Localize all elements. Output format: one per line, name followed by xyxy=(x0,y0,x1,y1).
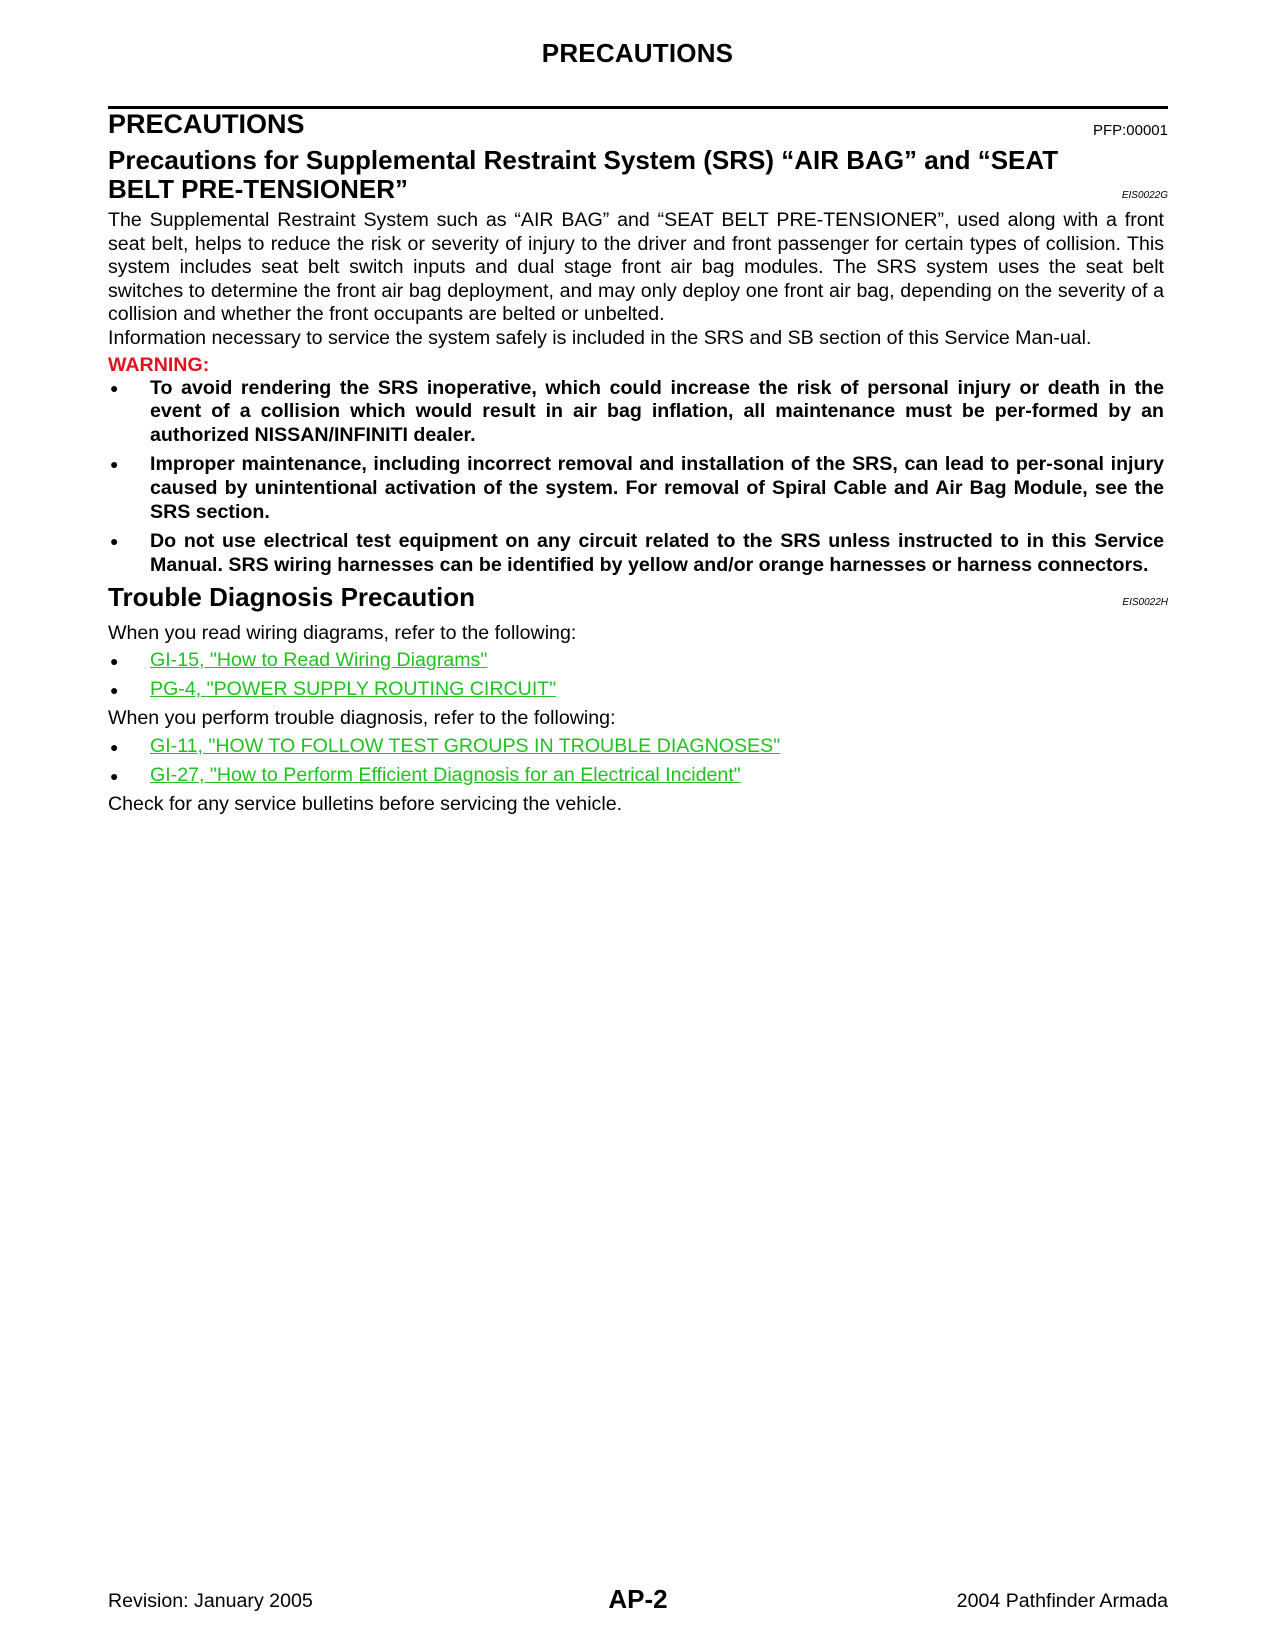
running-header-title: PRECAUTIONS xyxy=(541,38,734,68)
trouble-title: Trouble Diagnosis Precaution xyxy=(108,582,475,613)
warning-text: Do not use electrical test equipment on any circuit related to the SRS unless instructed to in this Service Manual. SRS wiring harnesses can be identified by yellow and/or orange harnesses or harness connectors. xyxy=(150,530,1164,576)
trouble-code: EIS0022H xyxy=(1122,597,1168,609)
trouble-heading xyxy=(108,582,1168,613)
warning-item xyxy=(108,377,1164,448)
page-number: AP-2 xyxy=(608,1584,668,1614)
page-content xyxy=(108,106,1168,818)
wiring-intro: When you read wiring diagrams, refer to the following: xyxy=(108,622,577,645)
link-gi-11[interactable]: GI-11, "HOW TO FOLLOW TEST GROUPS IN TROUBLE DIAGNOSES" xyxy=(150,735,781,758)
revision-date: Revision: January 2005 xyxy=(108,1590,313,1612)
section-heading xyxy=(108,106,1168,142)
closing-note: Check for any service bulletins before servicing the vehicle. xyxy=(108,793,623,816)
bullet-icon: ● xyxy=(110,768,119,785)
section-code: PFP:00001 xyxy=(1092,122,1168,139)
link-item xyxy=(108,761,1164,790)
warning-item xyxy=(108,530,1164,577)
bullet-icon: ● xyxy=(110,379,119,396)
warning-list xyxy=(108,377,1164,578)
bullet-icon: ● xyxy=(110,456,119,473)
srs-body-info: Information necessary to service the system safely is included in the SRS and SB section of this Service Man-ual. xyxy=(108,326,1092,349)
warning-text: To avoid rendering the SRS inoperative, which could increase the risk of personal injury or death in the event of a collision which would result in air bag inflation, all maintenance must be per-formed by an authorized NISSAN/INFINITI dealer. xyxy=(150,376,1164,446)
wiring-link-list xyxy=(108,646,1164,704)
warning-label: WARNING: xyxy=(108,353,210,376)
bullet-icon: ● xyxy=(110,653,119,670)
page-footer xyxy=(108,1586,1168,1616)
bullet-icon: ● xyxy=(110,739,119,756)
bullet-icon: ● xyxy=(110,533,119,550)
link-pg-4[interactable]: PG-4, "POWER SUPPLY ROUTING CIRCUIT" xyxy=(150,678,557,701)
diag-link-list xyxy=(108,732,1164,790)
link-gi-15[interactable]: GI-15, "How to Read Wiring Diagrams" xyxy=(150,649,488,672)
warning-text: Improper maintenance, including incorrect removal and installation of the SRS, can lead to per-sonal injury caused by unintentional activation of the system. For removal of Spiral Cable and Air Bag Module, see the SRS section. xyxy=(150,453,1164,523)
link-item xyxy=(108,732,1164,761)
srs-title: Precautions for Supplemental Restraint System (SRS) “AIR BAG” and “SEAT BELT PRE-TENSIONER” xyxy=(108,145,1059,204)
srs-heading xyxy=(108,145,1168,204)
srs-body: The Supplemental Restraint System such as “AIR BAG” and “SEAT BELT PRE-TENSIONER”, used along with a front seat belt, helps to reduce the risk or severity of injury to the driver and front passenger for certain types of collision. This system includes seat belt switch inputs and dual stage front air bag modules. The SRS system uses the seat belt switches to determine the front air bag deployment, and may only deploy one front air bag, depending on the severity of a collision and whether the front occupants are belted or unbelted. xyxy=(108,209,1164,326)
srs-code: EIS0022G xyxy=(1121,190,1168,201)
diag-intro: When you perform trouble diagnosis, refer to the following: xyxy=(108,707,616,730)
vehicle-model: 2004 Pathfinder Armada xyxy=(956,1590,1168,1612)
link-item xyxy=(108,675,1164,704)
link-gi-27[interactable]: GI-27, "How to Perform Efficient Diagnosis for an Electrical Incident" xyxy=(150,764,741,787)
section-title: PRECAUTIONS xyxy=(108,109,305,139)
link-item xyxy=(108,646,1164,675)
warning-item xyxy=(108,453,1164,524)
bullet-icon: ● xyxy=(110,682,119,699)
